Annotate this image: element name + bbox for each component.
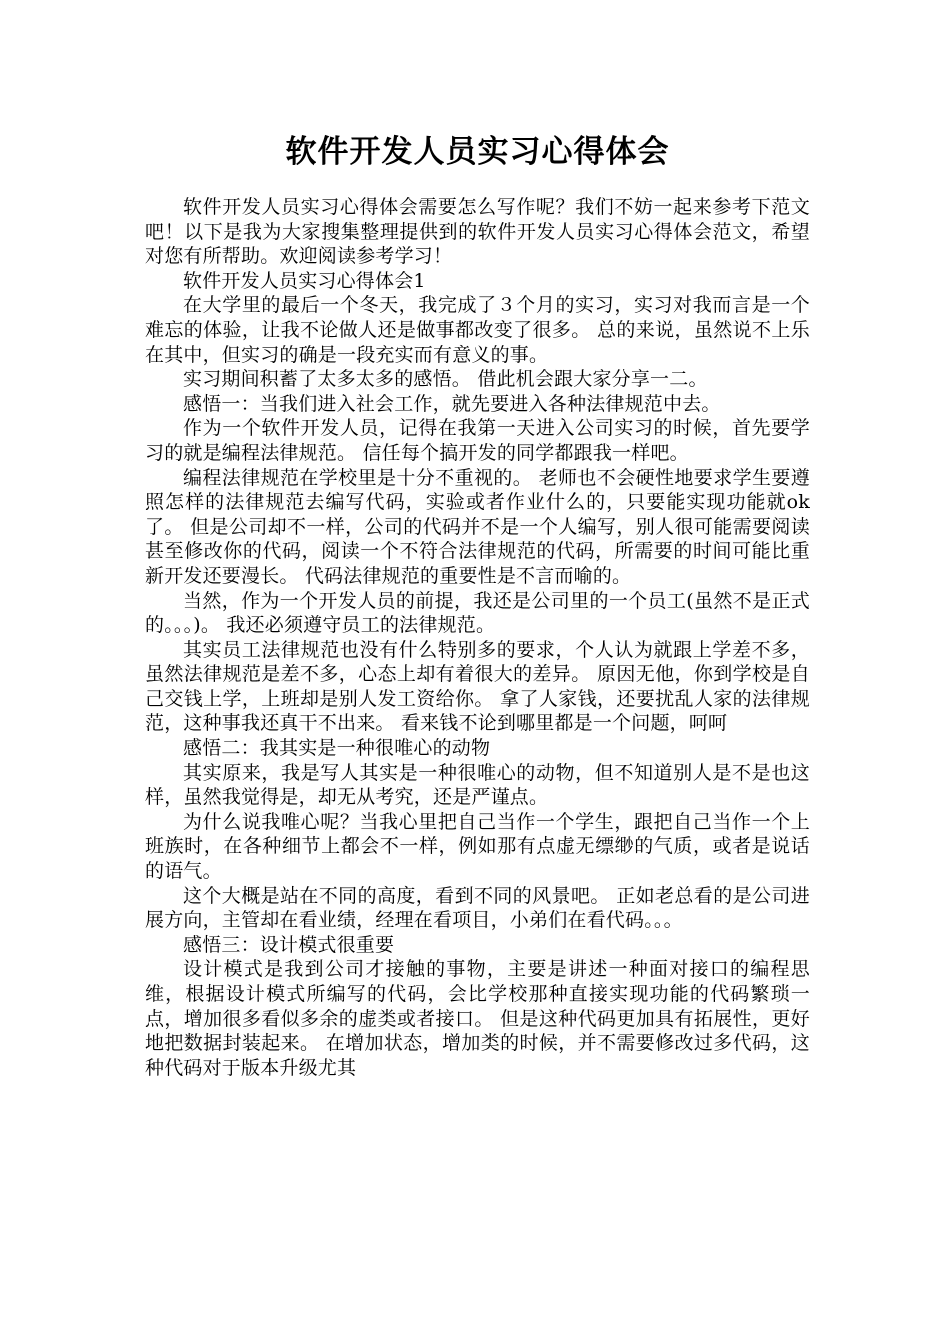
document-title: 软件开发人员实习心得体会 xyxy=(285,134,670,170)
insight-heading: 感悟一：当我们进入社会工作，就先要进入各种法律规范中去。 xyxy=(183,392,721,415)
document-page xyxy=(145,0,810,1080)
paragraph: 设计模式是我到公司才接触的事物，主要是讲述一种面对接口的编程思维，根据设计模式所编写的代码，会比学校那种直接实现功能的代码繁琐一点，增加很多看似多余的虚类或者接口。 但是这种代码更加具有拓展性，更好地把数据封装起来。 在增加状态，增加类的时候，并不需要修改过多代码，这种代码对于版本升级尤其 xyxy=(145,958,810,1079)
section-heading: 软件开发人员实习心得体会1 xyxy=(183,269,426,292)
insight-heading: 感悟三：设计模式很重要 xyxy=(183,933,395,956)
paragraph: 这个大概是站在不同的高度，看到不同的风景吧。 正如老总看的是公司进展方向，主管却在看业绩，经理在看项目，小弟们在看代码。。。 xyxy=(145,884,810,932)
paragraph: 当然，作为一个开发人员的前提，我还是公司里的一个员工(虽然不是正式的。。。)。 我还必须遵守员工的法律规范。 xyxy=(145,589,810,637)
paragraph: 其实员工法律规范也没有什么特别多的要求，个人认为就跟上学差不多，虽然法律规范是差不多，心态上却有着很大的差异。 原因无他，你到学校是自己交钱上学，上班却是别人发工资给你。 拿了人家钱，还要扰乱人家的法律规范，这种事我还真干不出来。 看来钱不论到哪里都是一个问题，呵呵 xyxy=(145,638,810,735)
paragraph: 为什么说我唯心呢？当我心里把自己当作一个学生，跟把自己当作一个上班族时，在各种细节上都会不一样，例如那有点虚无缥缈的气质，或者是说话的语气。 xyxy=(145,810,810,883)
paragraph: 编程法律规范在学校里是十分不重视的。 老师也不会硬性地要求学生要遵照怎样的法律规范去编写代码，实验或者作业什么的，只要能实现功能就ok了。 但是公司却不一样，公司的代码并不是一个人编写，别人很可能需要阅读甚至修改你的代码，阅读一个不符合法律规范的代码，所需要的时间可能比重新开发还要漫长。 代码法律规范的重要性是不言而喻的。 xyxy=(145,466,810,587)
paragraph: 其实原来，我是写人其实是一种很唯心的动物，但不知道别人是不是也这样，虽然我觉得是，却无从考究，还是严谨点。 xyxy=(145,761,810,809)
paragraph: 在大学里的最后一个冬天，我完成了３个月的实习，实习对我而言是一个难忘的体验，让我不论做人还是做事都改变了很多。 总的来说，虽然说不上乐在其中，但实习的确是一段充实而有意义的事。 xyxy=(145,294,810,366)
paragraph: 实习期间积蓄了太多太多的感悟。 借此机会跟大家分享一二。 xyxy=(183,368,708,391)
document-body xyxy=(145,195,810,1080)
insight-heading: 感悟二：我其实是一种很唯心的动物 xyxy=(183,737,491,760)
paragraph: 软件开发人员实习心得体会需要怎么写作呢？我们不妨一起来参考下范文吧！以下是我为大家搜集整理提供到的软件开发人员实习心得体会范文，希望对您有所帮助。欢迎阅读参考学习！ xyxy=(145,196,810,268)
paragraph: 作为一个软件开发人员，记得在我第一天进入公司实习的时候，首先要学习的就是编程法律规范。 信任每个搞开发的同学都跟我一样吧。 xyxy=(145,417,810,464)
